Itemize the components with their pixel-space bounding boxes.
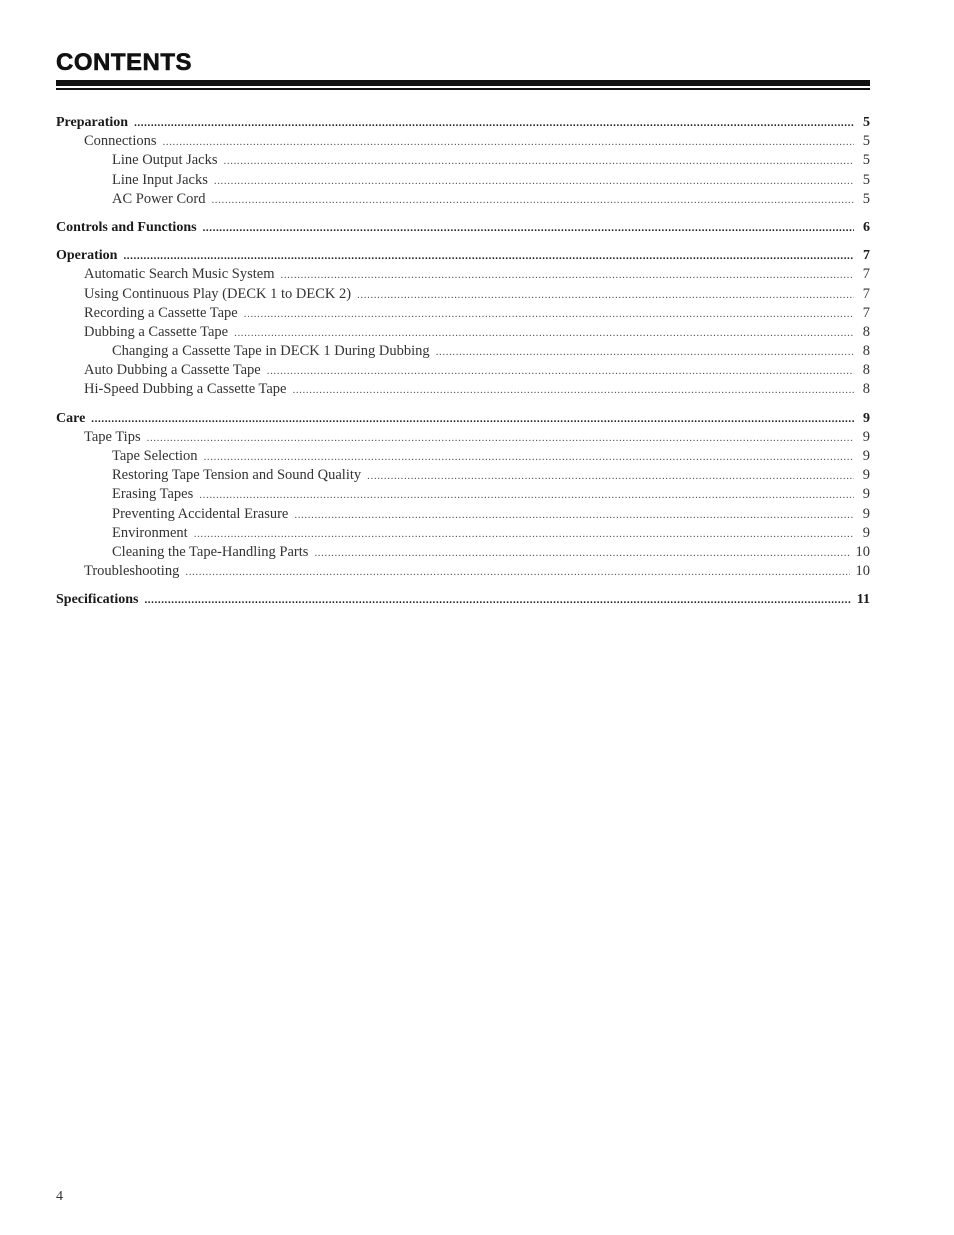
toc-entry[interactable] xyxy=(56,285,870,304)
toc-section-entry[interactable] xyxy=(56,218,870,237)
toc-entry-label: Restoring Tape Tension and Sound Quality xyxy=(112,467,362,484)
toc-entry-label: Using Continuous Play (DECK 1 to DECK 2) xyxy=(84,285,352,302)
toc-entry-page: 7 xyxy=(862,304,870,321)
toc-entry-label: AC Power Cord xyxy=(112,190,206,207)
toc-dot-leader xyxy=(436,343,854,362)
toc-entry-page: 9 xyxy=(862,486,870,503)
toc-dot-leader xyxy=(244,305,854,324)
toc-entry-page: 9 xyxy=(863,410,870,426)
toc-entry-label: Line Output Jacks xyxy=(112,152,218,169)
toc-entry-label: Dubbing a Cassette Tape xyxy=(84,323,229,340)
toc-entry[interactable] xyxy=(56,562,870,581)
toc-entry-label: Connections xyxy=(84,133,157,150)
toc-dot-leader xyxy=(91,410,854,429)
toc-dot-leader xyxy=(314,544,849,563)
table-of-contents xyxy=(56,113,870,610)
toc-entry-page: 6 xyxy=(863,219,870,235)
toc-entry-label: Automatic Search Music System xyxy=(84,266,275,283)
toc-entry-label: Auto Dubbing a Cassette Tape xyxy=(84,362,261,379)
toc-entry-label: Erasing Tapes xyxy=(112,486,194,503)
toc-dot-leader xyxy=(294,506,854,525)
toc-section-entry[interactable] xyxy=(56,246,870,265)
page-title: CONTENTS xyxy=(56,49,192,76)
toc-dot-leader xyxy=(214,172,854,191)
toc-entry-label: Recording a Cassette Tape xyxy=(84,304,238,321)
toc-entry-label: Preventing Accidental Erasure xyxy=(112,505,289,522)
toc-entry-page: 7 xyxy=(862,266,870,283)
toc-entry[interactable] xyxy=(56,524,870,543)
toc-entry[interactable] xyxy=(56,265,870,284)
toc-entry-page: 9 xyxy=(862,448,870,464)
toc-entry-label: Controls and Functions xyxy=(56,219,197,235)
toc-entry-page: 8 xyxy=(862,362,870,379)
toc-entry[interactable] xyxy=(56,361,870,380)
toc-entry-page: 9 xyxy=(862,524,870,541)
toc-entry-page: 7 xyxy=(863,248,870,264)
toc-dot-leader xyxy=(357,286,854,305)
toc-dot-leader xyxy=(123,247,854,266)
toc-dot-leader xyxy=(163,133,855,152)
toc-entry-label: Care xyxy=(56,410,86,426)
toc-entry-page: 8 xyxy=(862,343,870,360)
toc-entry-page: 8 xyxy=(862,323,870,340)
title-rule-thin xyxy=(56,88,870,90)
toc-entry-label: Tape Selection xyxy=(112,448,198,464)
toc-dot-leader xyxy=(367,467,854,486)
toc-entry[interactable] xyxy=(56,543,870,562)
toc-entry-label: Operation xyxy=(56,248,118,264)
toc-entry-label: Preparation xyxy=(56,115,129,130)
toc-entry[interactable] xyxy=(56,485,870,504)
toc-entry-label: Hi-Speed Dubbing a Cassette Tape xyxy=(84,381,287,398)
toc-entry-page: 9 xyxy=(862,428,870,445)
toc-dot-leader xyxy=(199,486,854,505)
toc-entry[interactable] xyxy=(56,466,870,485)
toc-entry[interactable] xyxy=(56,447,870,466)
toc-entry-label: Troubleshooting xyxy=(84,563,180,580)
toc-entry-page: 10 xyxy=(855,563,870,580)
toc-entry[interactable] xyxy=(56,342,870,361)
toc-entry-label: Changing a Cassette Tape in DECK 1 During Dubbing xyxy=(112,343,430,360)
toc-entry-label: Line Input Jacks xyxy=(112,171,208,188)
toc-entry[interactable] xyxy=(56,428,870,447)
toc-entry[interactable] xyxy=(56,190,870,209)
toc-section-entry[interactable] xyxy=(56,590,870,609)
title-rule-thick xyxy=(56,80,870,86)
toc-dot-leader xyxy=(134,114,854,133)
toc-dot-leader xyxy=(234,324,854,343)
toc-dot-leader xyxy=(147,429,854,448)
toc-entry-label: Specifications xyxy=(56,592,139,608)
toc-dot-leader xyxy=(144,591,850,610)
toc-entry-page: 9 xyxy=(862,505,870,522)
toc-entry[interactable] xyxy=(56,132,870,151)
toc-entry-page: 5 xyxy=(862,171,870,188)
toc-dot-leader xyxy=(211,191,854,210)
toc-entry-label: Cleaning the Tape-Handling Parts xyxy=(112,543,309,560)
toc-section-entry[interactable] xyxy=(56,113,870,132)
toc-entry[interactable] xyxy=(56,151,870,170)
toc-entry-page: 9 xyxy=(862,467,870,484)
toc-entry-page: 5 xyxy=(863,115,870,130)
page-number: 4 xyxy=(56,1189,63,1204)
toc-dot-leader xyxy=(194,525,854,544)
toc-dot-leader xyxy=(267,362,854,381)
toc-dot-leader xyxy=(204,448,854,467)
toc-entry[interactable] xyxy=(56,505,870,524)
toc-entry[interactable] xyxy=(56,323,870,342)
toc-entry-page: 5 xyxy=(862,133,870,150)
toc-dot-leader xyxy=(203,219,854,238)
toc-entry-page: 10 xyxy=(855,543,870,560)
toc-dot-leader xyxy=(224,152,854,171)
toc-entry-label: Tape Tips xyxy=(84,428,141,445)
toc-dot-leader xyxy=(292,381,854,400)
toc-dot-leader xyxy=(185,563,849,582)
toc-entry-page: 11 xyxy=(856,592,870,608)
toc-entry-page: 8 xyxy=(862,381,870,398)
toc-entry-page: 5 xyxy=(862,190,870,207)
toc-entry[interactable] xyxy=(56,171,870,190)
toc-entry-label: Environment xyxy=(112,524,188,541)
toc-entry-page: 5 xyxy=(862,152,870,169)
toc-section-entry[interactable] xyxy=(56,409,870,428)
toc-entry[interactable] xyxy=(56,304,870,323)
toc-entry-page: 7 xyxy=(862,285,870,302)
toc-entry[interactable] xyxy=(56,380,870,399)
toc-dot-leader xyxy=(280,266,854,285)
